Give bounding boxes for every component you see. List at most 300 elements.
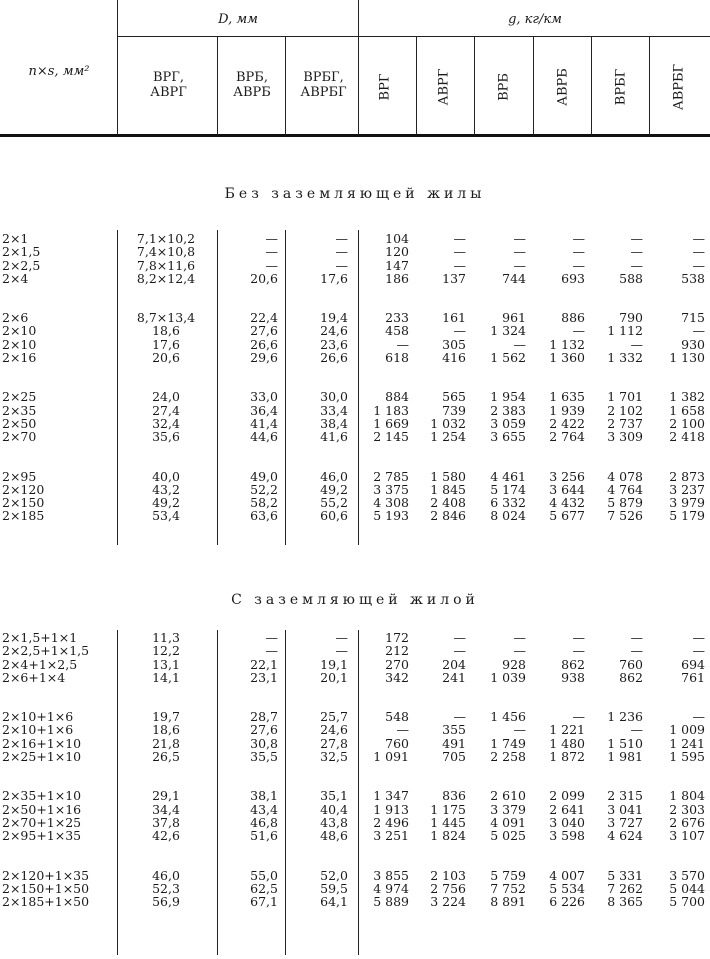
g-vrbg-cell: 5 879: [607, 495, 643, 511]
d-vrb-cell: 27,6: [250, 722, 278, 738]
g-avrb-cell: 4 007: [549, 867, 585, 883]
g-vrb-cell: 5 759: [490, 867, 526, 883]
g-vrb-cell: —: [513, 630, 526, 645]
ns-cell: 2×35+1×10: [2, 788, 82, 804]
d-vrbg-cell: 55,2: [320, 495, 348, 511]
g-vrg-cell: 3 855: [373, 867, 409, 883]
d-vrg-cell: 8,7×13,4: [136, 310, 196, 326]
g-avrg-cell: 161: [442, 310, 466, 326]
ns-cell: 2×35: [2, 402, 37, 418]
g-avrb-cell: 1 872: [549, 749, 585, 765]
g-avrbg-cell: 2 676: [669, 814, 705, 830]
section-1-rows: [0, 232, 710, 523]
g-avrb-cell: —: [572, 709, 585, 725]
g-vrb-cell: 1 324: [490, 323, 526, 339]
d-vrb-cell: 35,5: [250, 749, 278, 765]
g-vrg-cell: 618: [385, 350, 409, 366]
g-avrb-cell: 1 360: [549, 350, 585, 366]
g-avrg-cell: 355: [442, 722, 466, 738]
header-divider: [474, 36, 475, 135]
g-vrg-cell: 5 889: [373, 894, 409, 910]
ns-cell: 2×1: [2, 231, 29, 246]
g-avrb-cell: 1 939: [549, 402, 585, 418]
g-vrg-cell: 1 669: [373, 415, 409, 431]
header-divider: [649, 36, 650, 135]
d-vrbg-cell: 30,0: [320, 389, 348, 405]
g-vrg-cell: 1 913: [373, 801, 409, 817]
g-vrg-cell: 884: [385, 389, 409, 405]
g-avrbg-cell: 3 570: [669, 867, 705, 883]
table-row: [0, 644, 710, 657]
d-vrg-cell: 7,4×10,8: [136, 244, 196, 260]
d-vrg-cell: 26,5: [152, 749, 180, 765]
ns-cell: 2×150+1×50: [2, 880, 90, 896]
d-vrbg-cell: 20,1: [320, 669, 348, 685]
ns-cell: 2×2,5: [2, 257, 41, 273]
g-vrb-cell: 5 174: [490, 481, 526, 497]
g-vrb-cell: 5 025: [490, 828, 526, 844]
g-avrbg-cell: 930: [681, 336, 705, 352]
g-vrb-cell: 1 562: [490, 350, 526, 366]
g-avrg-cell: 2 846: [430, 508, 466, 524]
g-avrbg-cell: —: [692, 257, 705, 273]
g-vrbg-cell: —: [630, 630, 643, 645]
d-vrg-cell: 18,6: [152, 323, 180, 339]
d-vrbg-cell: 59,5: [320, 880, 348, 896]
g-avrg-cell: 305: [442, 336, 466, 352]
g-vrbg-cell: 1 236: [607, 709, 643, 725]
g-vrbg-cell: 3 041: [607, 801, 643, 817]
g-vrbg-cell: —: [630, 257, 643, 273]
ns-cell: 2×70+1×25: [2, 814, 82, 830]
g-avrb-cell: 3 040: [549, 814, 585, 830]
g-avrbg-cell: 3 107: [669, 828, 705, 844]
g-vrg-cell: 3 251: [373, 828, 409, 844]
section-title: Без заземляющей жилы: [224, 186, 486, 202]
g-vrbg-cell: 760: [619, 656, 643, 672]
g-avrg-cell: 1 254: [430, 429, 466, 445]
d-vrbg-cell: 19,1: [320, 656, 348, 672]
d-vrg-cell: 18,6: [152, 722, 180, 738]
d-vrg-cell: 8,2×12,4: [136, 270, 196, 286]
d-vrbg-cell: 19,4: [320, 310, 348, 326]
g-vrbg-cell: 4 624: [607, 828, 643, 844]
ns-cell: 2×10+1×6: [2, 709, 74, 725]
d-vrb-cell: 62,5: [250, 880, 278, 896]
d-vrbg-cell: 17,6: [320, 270, 348, 286]
table-row: [0, 737, 710, 750]
d-vrg-cell: 37,8: [152, 814, 180, 830]
g-vrg-cell: —: [396, 336, 409, 352]
d-vrb-cell: 26,6: [250, 336, 278, 352]
g-avrb-cell: 1 132: [549, 336, 585, 352]
g-avrg-cell: 1 845: [430, 481, 466, 497]
d-vrb-cell: 36,4: [250, 402, 278, 418]
g-vrg-cell: 1 347: [373, 788, 409, 804]
g-avrg-cell: 836: [442, 788, 466, 804]
d-vrb-cell: 41,4: [250, 415, 278, 431]
group-spacer: [0, 364, 710, 390]
g-avrb-cell: 1 635: [549, 389, 585, 405]
table-row: [0, 723, 710, 736]
d-vrg-cell: 43,2: [152, 481, 180, 497]
g-col-avrb: АВРБ: [555, 68, 571, 106]
d-vrb-cell: 29,6: [250, 350, 278, 366]
g-avrg-cell: 1 032: [430, 415, 466, 431]
g-vrg-cell: 120: [385, 244, 409, 260]
d-vrbg-cell: —: [335, 643, 348, 659]
table-row: [0, 245, 710, 258]
g-vrb-cell: —: [513, 336, 526, 352]
g-vrbg-cell: 7 262: [607, 880, 643, 896]
d-vrg-cell: 32,4: [152, 415, 180, 431]
g-avrbg-cell: 2 418: [669, 429, 705, 445]
g-col-avrbg: АВРБГ: [671, 63, 687, 111]
g-vrg-cell: 1 091: [373, 749, 409, 765]
g-avrb-cell: —: [572, 643, 585, 659]
g-avrb-cell: —: [572, 244, 585, 260]
ns-cell: 2×6: [2, 310, 29, 326]
section-2-rows: [0, 631, 710, 908]
g-avrg-cell: 137: [442, 270, 466, 286]
d-vrbg-cell: 27,8: [320, 735, 348, 751]
g-vrbg-cell: —: [630, 231, 643, 246]
g-avrb-cell: 862: [561, 656, 585, 672]
table-row: [0, 390, 710, 403]
g-vrb-cell: 7 752: [490, 880, 526, 896]
g-vrg-cell: 4 974: [373, 880, 409, 896]
d-vrg-cell: 12,2: [152, 643, 180, 659]
d-vrg-cell: 53,4: [152, 508, 180, 524]
g-vrb-cell: 3 059: [490, 415, 526, 431]
d-vrg-cell: 40,0: [152, 468, 180, 484]
d-vrb-cell: 63,6: [250, 508, 278, 524]
g-avrbg-cell: —: [692, 630, 705, 645]
group-spacer: [0, 763, 710, 789]
g-avrb-cell: 886: [561, 310, 585, 326]
table-row: [0, 509, 710, 522]
g-avrb-cell: 4 432: [549, 495, 585, 511]
ns-cell: 2×1,5+1×1: [2, 630, 78, 645]
g-avrb-cell: —: [572, 231, 585, 246]
group-spacer: [0, 285, 710, 311]
table-row: [0, 869, 710, 882]
g-vrb-cell: 928: [502, 656, 526, 672]
g-vrg-cell: 2 145: [373, 429, 409, 445]
d-vrg-cell: 24,0: [152, 389, 180, 405]
table-row: [0, 816, 710, 829]
header-divider: [591, 36, 592, 135]
ns-cell: 2×10: [2, 336, 37, 352]
d-vrb-cell: 20,6: [250, 270, 278, 286]
g-avrbg-cell: 1 804: [669, 788, 705, 804]
g-vrbg-cell: —: [630, 722, 643, 738]
d-vrb-cell: 38,1: [250, 788, 278, 804]
d-vrbg-cell: 49,2: [320, 481, 348, 497]
g-vrb-cell: 2 610: [490, 788, 526, 804]
g-vrg-cell: 147: [385, 257, 409, 273]
g-avrb-cell: 3 644: [549, 481, 585, 497]
g-avrg-cell: —: [453, 231, 466, 246]
d-vrbg-cell: 35,1: [320, 788, 348, 804]
g-avrb-cell: 3 256: [549, 468, 585, 484]
table-row: [0, 404, 710, 417]
g-vrg-cell: 212: [385, 643, 409, 659]
ns-cell: 2×50: [2, 415, 37, 431]
header-mid-rule: [118, 36, 710, 37]
table-row: [0, 882, 710, 895]
table-row: [0, 803, 710, 816]
g-vrg-cell: 4 308: [373, 495, 409, 511]
g-avrb-cell: 5 534: [549, 880, 585, 896]
ns-cell: 2×4: [2, 270, 29, 286]
d-vrb-cell: 44,6: [250, 429, 278, 445]
g-avrb-cell: 6 226: [549, 894, 585, 910]
d-vrb-cell: 22,1: [250, 656, 278, 672]
ns-cell: 2×16: [2, 350, 37, 366]
g-vrbg-cell: 1 112: [607, 323, 643, 339]
table-row: [0, 750, 710, 763]
ns-cell: 2×16+1×10: [2, 735, 82, 751]
g-avrg-cell: —: [453, 244, 466, 260]
g-vrb-cell: 2 383: [490, 402, 526, 418]
d-vrb-cell: 43,4: [250, 801, 278, 817]
table-row: [0, 311, 710, 324]
d-vrbg-cell: 23,6: [320, 336, 348, 352]
g-vrg-cell: 760: [385, 735, 409, 751]
d-vrbg-cell: 26,6: [320, 350, 348, 366]
g-avrg-cell: 2 103: [430, 867, 466, 883]
g-col-avrg: АВРГ: [436, 68, 452, 106]
g-avrg-cell: —: [453, 257, 466, 273]
ns-cell: 2×150: [2, 495, 45, 511]
d-vrb-cell: —: [265, 643, 278, 659]
g-avrb-cell: 1 480: [549, 735, 585, 751]
group-spacer: [0, 843, 710, 869]
header-divider: [117, 0, 118, 135]
g-avrg-cell: 2 408: [430, 495, 466, 511]
g-avrb-cell: 1 221: [549, 722, 585, 738]
g-avrbg-cell: 1 595: [669, 749, 705, 765]
g-vrbg-cell: 4 078: [607, 468, 643, 484]
g-avrb-cell: 2 764: [549, 429, 585, 445]
g-vrg-cell: 104: [385, 231, 409, 246]
group-spacer: [0, 684, 710, 710]
d-col-vrb-avrb: ВРБ, АВРБ: [233, 70, 271, 100]
d-vrbg-cell: 52,0: [320, 867, 348, 883]
g-avrg-cell: 565: [442, 389, 466, 405]
d-vrbg-cell: —: [335, 244, 348, 260]
g-vrb-cell: 1 456: [490, 709, 526, 725]
g-vrb-cell: 4 461: [490, 468, 526, 484]
g-avrb-cell: 5 677: [549, 508, 585, 524]
d-vrb-cell: 58,2: [250, 495, 278, 511]
d-vrb-cell: 30,8: [250, 735, 278, 751]
header-divider: [217, 36, 218, 135]
g-vrb-cell: —: [513, 643, 526, 659]
g-avrg-cell: 1 445: [430, 814, 466, 830]
g-vrb-cell: 744: [502, 270, 526, 286]
g-vrg-cell: 3 375: [373, 481, 409, 497]
g-vrb-cell: 6 332: [490, 495, 526, 511]
g-vrbg-cell: 8 365: [607, 894, 643, 910]
g-vrbg-cell: 3 727: [607, 814, 643, 830]
g-avrb-cell: —: [572, 323, 585, 339]
g-avrg-cell: 2 756: [430, 880, 466, 896]
g-vrb-cell: 3 379: [490, 801, 526, 817]
d-vrg-cell: 34,4: [152, 801, 180, 817]
g-vrbg-cell: —: [630, 244, 643, 260]
d-vrg-cell: 35,6: [152, 429, 180, 445]
g-avrg-cell: 739: [442, 402, 466, 418]
table-row: [0, 631, 710, 644]
ns-column-header: n×s, мм²: [28, 64, 90, 79]
ns-cell: 2×4+1×2,5: [2, 656, 78, 672]
g-vrb-cell: 1 749: [490, 735, 526, 751]
d-vrbg-cell: 43,8: [320, 814, 348, 830]
g-vrbg-cell: 588: [619, 270, 643, 286]
g-avrbg-cell: 1 009: [669, 722, 705, 738]
d-vrb-cell: —: [265, 257, 278, 273]
g-vrg-cell: —: [396, 722, 409, 738]
ns-cell: 2×25+1×10: [2, 749, 82, 765]
g-avrb-cell: 2 099: [549, 788, 585, 804]
header-divider: [285, 36, 286, 135]
g-avrg-cell: —: [453, 709, 466, 725]
ns-cell: 2×1,5: [2, 244, 41, 260]
g-avrbg-cell: 1 382: [669, 389, 705, 405]
g-avrb-cell: 2 641: [549, 801, 585, 817]
d-vrbg-cell: 64,1: [320, 894, 348, 910]
g-vrbg-cell: 1 332: [607, 350, 643, 366]
g-vrb-cell: —: [513, 257, 526, 273]
g-avrb-cell: 693: [561, 270, 585, 286]
g-vrb-cell: —: [513, 722, 526, 738]
table-row: [0, 259, 710, 272]
g-vrbg-cell: 7 526: [607, 508, 643, 524]
table-row: [0, 496, 710, 509]
ns-cell: 2×185: [2, 508, 45, 524]
g-vrb-cell: —: [513, 231, 526, 246]
d-vrb-cell: 33,0: [250, 389, 278, 405]
table-row: [0, 895, 710, 908]
g-avrg-cell: 491: [442, 735, 466, 751]
d-vrbg-cell: 33,4: [320, 402, 348, 418]
g-vrb-cell: 961: [502, 310, 526, 326]
g-avrbg-cell: —: [692, 231, 705, 246]
table-row: [0, 338, 710, 351]
g-avrbg-cell: 2 100: [669, 415, 705, 431]
g-avrb-cell: 938: [561, 669, 585, 685]
g-avrg-cell: —: [453, 323, 466, 339]
ns-cell: 2×10: [2, 323, 37, 339]
d-vrg-cell: 21,8: [152, 735, 180, 751]
d-vrb-cell: 27,6: [250, 323, 278, 339]
g-avrbg-cell: 694: [681, 656, 705, 672]
ns-cell: 2×95+1×35: [2, 828, 82, 844]
table-row: [0, 829, 710, 842]
g-vrg-cell: 458: [385, 323, 409, 339]
g-avrg-cell: 416: [442, 350, 466, 366]
g-vrb-cell: 1 039: [490, 669, 526, 685]
d-vrbg-cell: 60,6: [320, 508, 348, 524]
g-avrbg-cell: 3 979: [669, 495, 705, 511]
g-avrg-cell: 204: [442, 656, 466, 672]
d-vrg-cell: 49,2: [152, 495, 180, 511]
g-vrbg-cell: 2 315: [607, 788, 643, 804]
d-col-vrbg-avrbg: ВРБГ, АВРБГ: [300, 70, 347, 100]
d-vrbg-cell: 32,5: [320, 749, 348, 765]
g-avrbg-cell: 538: [681, 270, 705, 286]
ns-cell: 2×120: [2, 481, 45, 497]
g-avrbg-cell: 1 130: [669, 350, 705, 366]
g-vrg-cell: 548: [385, 709, 409, 725]
g-vrb-cell: 2 258: [490, 749, 526, 765]
d-vrb-cell: 46,8: [250, 814, 278, 830]
g-avrb-cell: —: [572, 630, 585, 645]
ns-cell: 2×6+1×4: [2, 669, 66, 685]
g-avrb-cell: 2 422: [549, 415, 585, 431]
ns-cell: 2×50+1×16: [2, 801, 82, 817]
g-avrg-cell: 1 580: [430, 468, 466, 484]
header-divider: [533, 36, 534, 135]
g-vrg-cell: 186: [385, 270, 409, 286]
g-vrbg-cell: 2 737: [607, 415, 643, 431]
g-avrbg-cell: 761: [681, 669, 705, 685]
table-row: [0, 789, 710, 802]
g-vrg-cell: 2 496: [373, 814, 409, 830]
d-vrg-cell: 14,1: [152, 669, 180, 685]
g-col-vrb: ВРБ: [496, 73, 512, 101]
d-vrg-cell: 56,9: [152, 894, 180, 910]
g-vrbg-cell: —: [630, 336, 643, 352]
g-avrbg-cell: 3 237: [669, 481, 705, 497]
d-vrg-cell: 17,6: [152, 336, 180, 352]
g-vrg-cell: 172: [385, 630, 409, 645]
d-vrb-cell: 23,1: [250, 669, 278, 685]
table-row: [0, 483, 710, 496]
g-avrbg-cell: 1 658: [669, 402, 705, 418]
g-avrg-cell: 705: [442, 749, 466, 765]
g-vrb-cell: 8 024: [490, 508, 526, 524]
g-avrg-cell: —: [453, 643, 466, 659]
g-avrg-cell: 1 824: [430, 828, 466, 844]
g-avrbg-cell: 5 700: [669, 894, 705, 910]
g-avrbg-cell: 715: [681, 310, 705, 326]
d-vrg-cell: 11,3: [152, 630, 180, 645]
g-vrb-cell: 4 091: [490, 814, 526, 830]
header-divider: [416, 36, 417, 135]
d-vrb-cell: 51,6: [250, 828, 278, 844]
header-bottom-rule: [0, 134, 710, 137]
d-vrb-cell: 49,0: [250, 468, 278, 484]
g-avrbg-cell: 5 044: [669, 880, 705, 896]
g-vrbg-cell: 790: [619, 310, 643, 326]
table-row: [0, 430, 710, 443]
d-vrb-cell: —: [265, 231, 278, 246]
g-vrb-cell: —: [513, 244, 526, 260]
d-vrbg-cell: 40,4: [320, 801, 348, 817]
d-vrg-cell: 19,7: [152, 709, 180, 725]
ns-cell: 2×95: [2, 468, 37, 484]
d-vrbg-cell: 24,6: [320, 323, 348, 339]
g-avrbg-cell: 1 241: [669, 735, 705, 751]
g-vrg-cell: 5 193: [373, 508, 409, 524]
ns-cell: 2×70: [2, 429, 37, 445]
d-vrbg-cell: 46,0: [320, 468, 348, 484]
g-vrg-cell: 2 785: [373, 468, 409, 484]
d-vrg-cell: 46,0: [152, 867, 180, 883]
